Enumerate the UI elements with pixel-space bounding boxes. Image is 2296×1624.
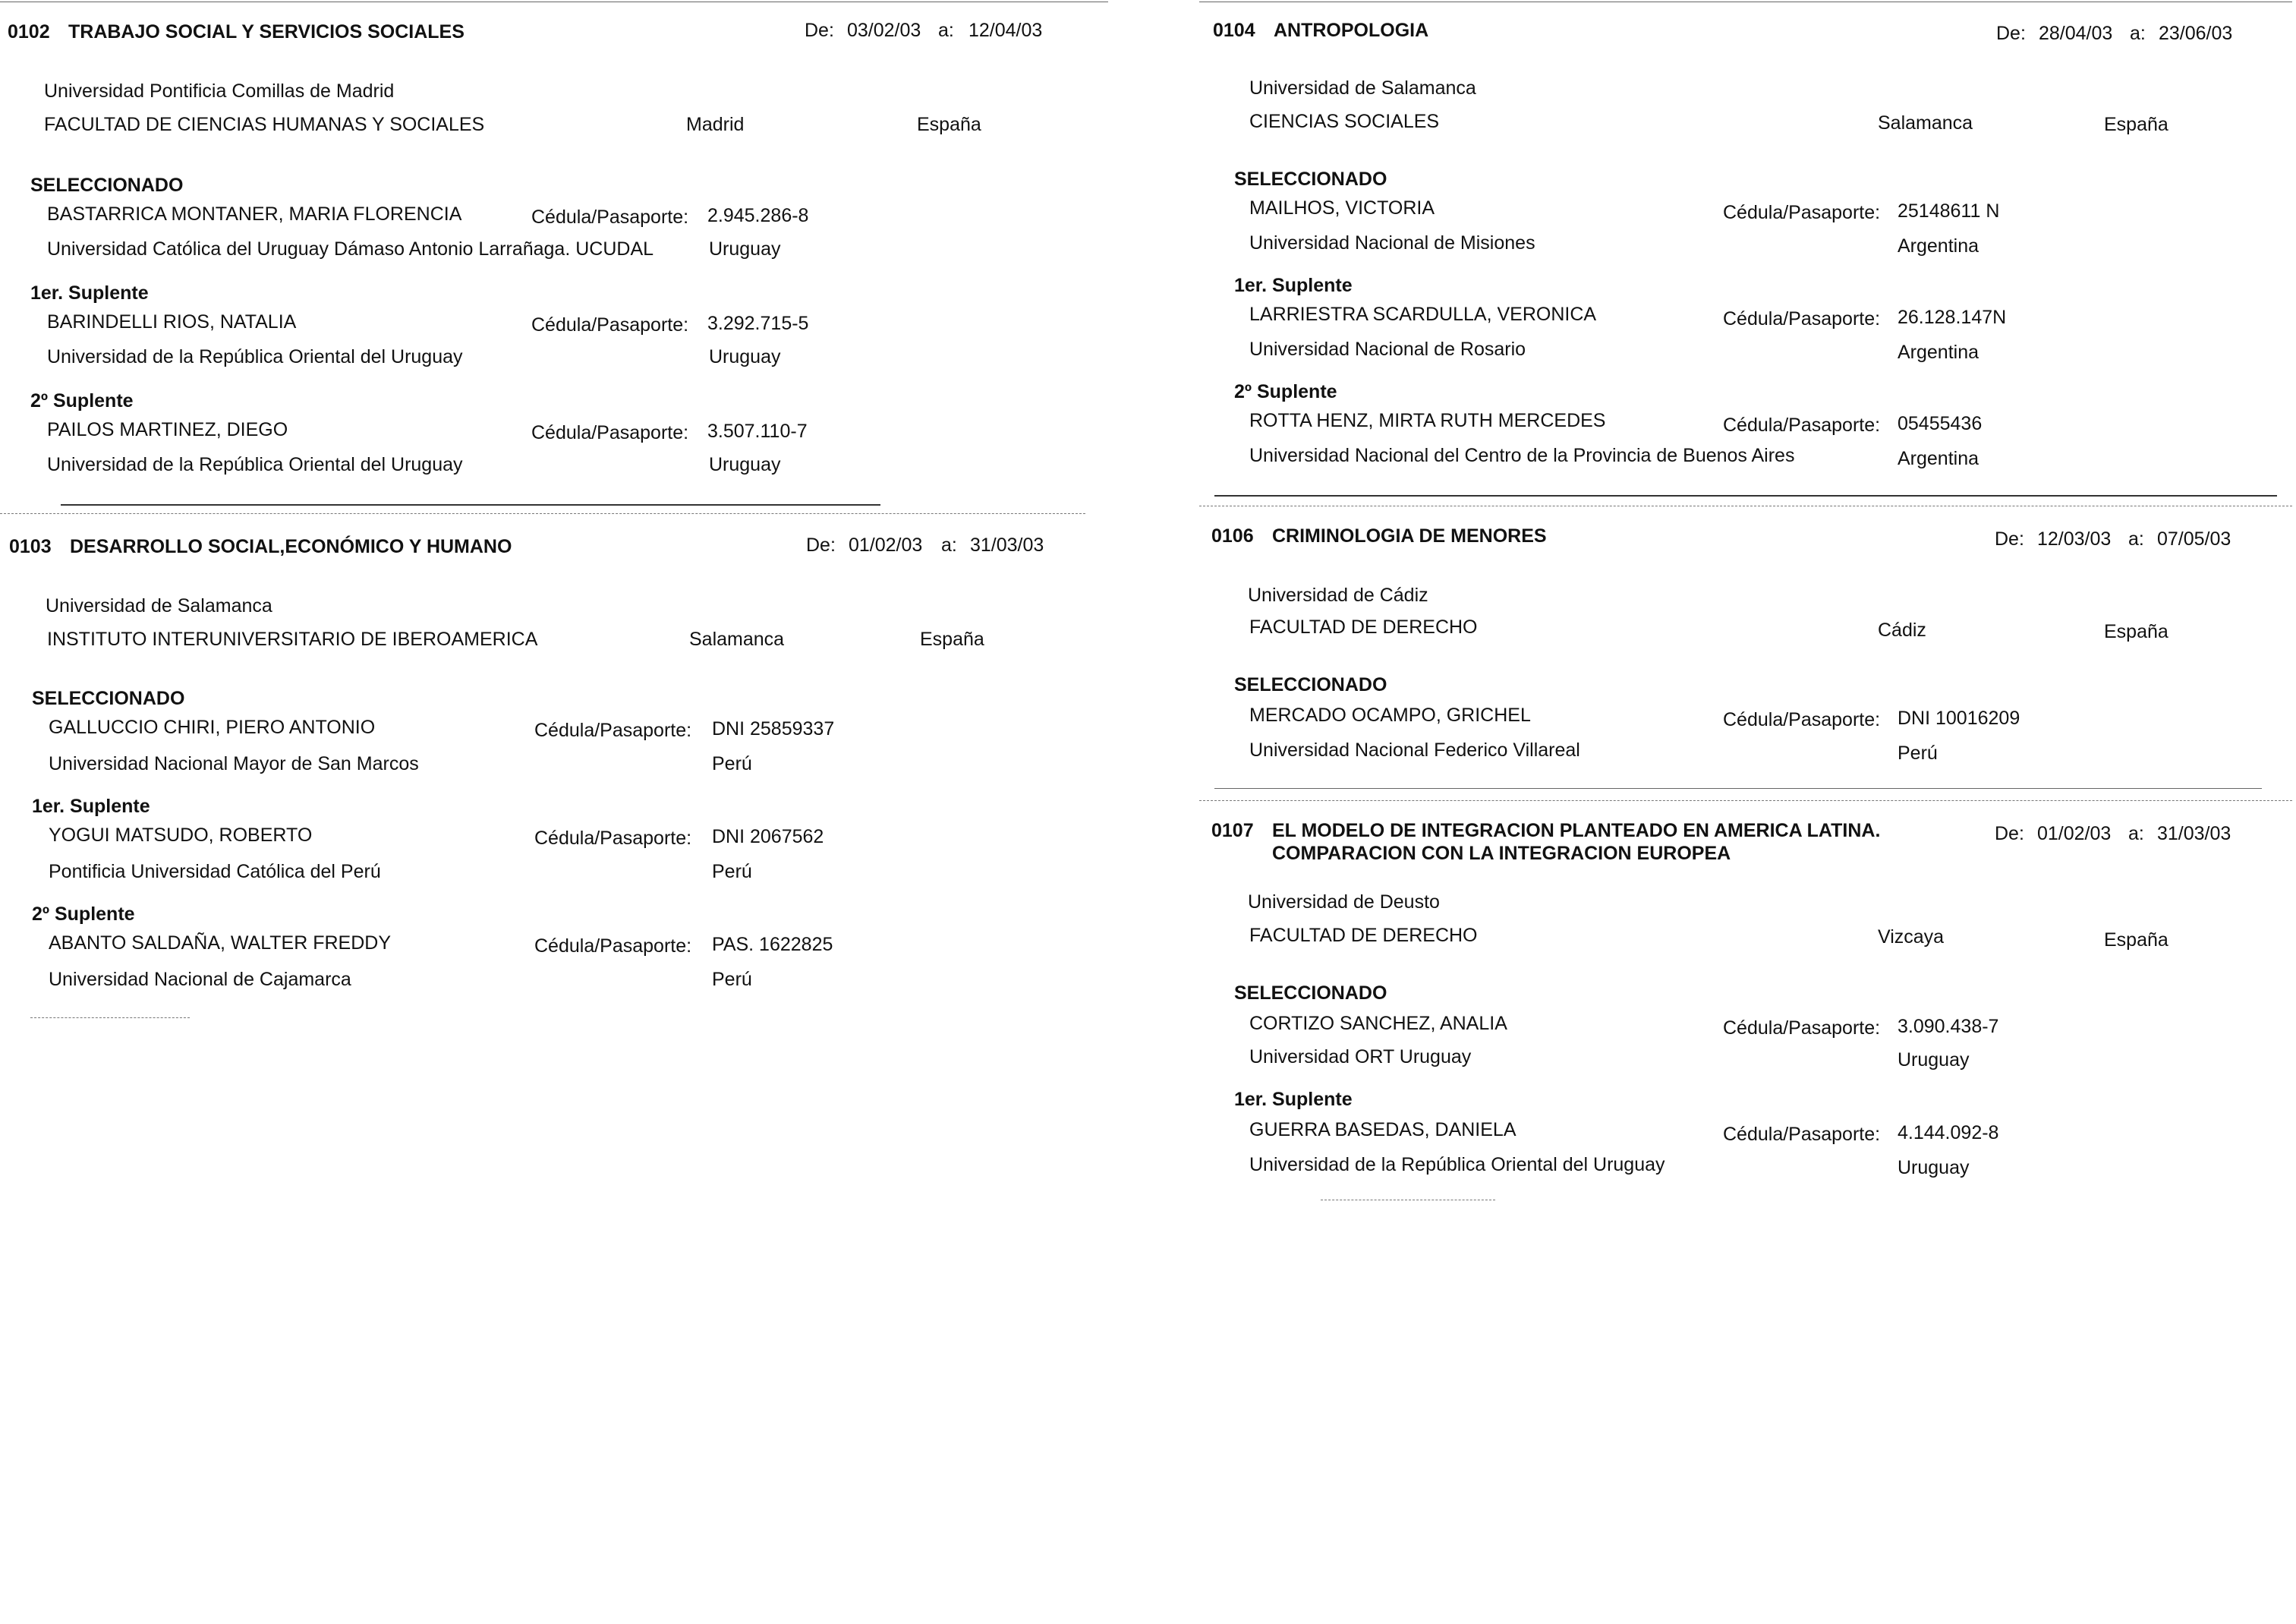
date-from: 03/02/03	[847, 20, 921, 41]
candidate-name: LARRIESTRA SCARDULLA, VERONICA	[1249, 304, 1597, 325]
candidate-role: 1er. Suplente	[1234, 1089, 1353, 1110]
candidate-university: Universidad Nacional Federico Villareal	[1249, 739, 1580, 761]
city: Madrid	[686, 114, 745, 135]
id-label: Cédula/Pasaporte:	[531, 422, 689, 443]
faculty: INSTITUTO INTERUNIVERSITARIO DE IBEROAMERICA	[47, 629, 538, 650]
id-label: Cédula/Pasaporte:	[1723, 308, 1881, 330]
divider-left-1	[61, 504, 880, 506]
candidate-role: 1er. Suplente	[30, 282, 149, 304]
divider-right-2b	[1199, 800, 2292, 801]
divider-right-2	[1214, 788, 2262, 789]
candidate-university: Universidad ORT Uruguay	[1249, 1046, 1472, 1067]
candidate-country: Perú	[1898, 743, 1938, 764]
course-code: 0104	[1213, 20, 1255, 41]
id-label: Cédula/Pasaporte:	[1723, 202, 1881, 223]
date-from-label: De:	[806, 535, 836, 556]
date-from: 12/03/03	[2037, 528, 2112, 550]
course-title: ANTROPOLOGIA	[1274, 20, 1429, 41]
candidate-name: BARINDELLI RIOS, NATALIA	[47, 311, 297, 333]
candidate-name: MERCADO OCAMPO, GRICHEL	[1249, 705, 1531, 726]
candidate-university: Universidad Nacional de Misiones	[1249, 232, 1535, 254]
id-label: Cédula/Pasaporte:	[534, 828, 692, 849]
candidate-role: 1er. Suplente	[1234, 275, 1353, 296]
host-university: Universidad de Deusto	[1248, 891, 1440, 913]
candidate-country: Perú	[712, 753, 752, 774]
candidate-id: 26.128.147N	[1898, 307, 2007, 328]
country: España	[2104, 621, 2168, 642]
candidate-name: YOGUI MATSUDO, ROBERTO	[49, 825, 313, 846]
candidate-country: Uruguay	[709, 346, 781, 367]
host-university: Universidad de Cádiz	[1248, 585, 1428, 606]
course-title: CRIMINOLOGIA DE MENORES	[1272, 525, 1547, 547]
id-label: Cédula/Pasaporte:	[1723, 709, 1881, 730]
date-from: 28/04/03	[2039, 23, 2113, 44]
host-university: Universidad de Salamanca	[1249, 77, 1476, 99]
city: Vizcaya	[1878, 926, 1945, 948]
candidate-university: Universidad de la República Oriental del Uruguay	[47, 346, 463, 367]
date-from-label: De:	[1995, 528, 2024, 550]
candidate-role: SELECCIONADO	[1234, 169, 1387, 190]
candidate-id: 3.292.715-5	[707, 313, 809, 334]
host-university: Universidad Pontificia Comillas de Madrid	[44, 80, 395, 102]
course-code: 0107	[1211, 820, 1254, 841]
candidate-id: 4.144.092-8	[1898, 1122, 1999, 1143]
candidate-country: Argentina	[1898, 235, 1979, 257]
id-label: Cédula/Pasaporte:	[1723, 1017, 1881, 1039]
candidate-country: Uruguay	[1898, 1049, 1970, 1071]
date-from-label: De:	[805, 20, 834, 41]
id-label: Cédula/Pasaporte:	[1723, 415, 1881, 436]
course-title: EL MODELO DE INTEGRACION PLANTEADO EN AMERICA LATINA.	[1272, 820, 1881, 841]
candidate-role: 2º Suplente	[1234, 381, 1337, 402]
candidate-id: 2.945.286-8	[707, 205, 809, 226]
candidate-country: Perú	[712, 861, 752, 882]
candidate-role: 2º Suplente	[30, 390, 134, 412]
country: España	[917, 114, 981, 135]
course-code: 0103	[9, 536, 52, 557]
candidate-name: GUERRA BASEDAS, DANIELA	[1249, 1119, 1516, 1140]
date-to: 31/03/03	[2157, 823, 2231, 844]
candidate-name: MAILHOS, VICTORIA	[1249, 197, 1435, 219]
candidate-role: SELECCIONADO	[32, 688, 185, 709]
candidate-university: Universidad Nacional de Cajamarca	[49, 969, 351, 990]
candidate-name: BASTARRICA MONTANER, MARIA FLORENCIA	[47, 203, 462, 225]
divider-left-end	[30, 1017, 190, 1018]
candidate-university: Pontificia Universidad Católica del Perú	[49, 861, 381, 882]
city: Salamanca	[1878, 112, 1973, 134]
country: España	[2104, 114, 2168, 135]
country: España	[920, 629, 984, 650]
candidate-university: Universidad Católica del Uruguay Dámaso Antonio Larrañaga. UCUDAL	[47, 238, 654, 260]
date-to-label: a:	[2130, 23, 2146, 44]
candidate-id: 05455436	[1898, 413, 1983, 434]
faculty: CIENCIAS SOCIALES	[1249, 111, 1440, 132]
date-from-label: De:	[1996, 23, 2026, 44]
id-label: Cédula/Pasaporte:	[534, 720, 692, 741]
date-to-label: a:	[2128, 528, 2144, 550]
date-to-label: a:	[938, 20, 954, 41]
candidate-id: 25148611 N	[1898, 200, 2000, 222]
date-from-label: De:	[1995, 823, 2024, 844]
id-label: Cédula/Pasaporte:	[1723, 1124, 1881, 1145]
candidate-country: Uruguay	[709, 238, 781, 260]
candidate-role: 1er. Suplente	[32, 796, 150, 817]
candidate-id: PAS. 1622825	[712, 934, 833, 955]
candidate-id: 3.507.110-7	[707, 421, 808, 442]
course-title: TRABAJO SOCIAL Y SERVICIOS SOCIALES	[68, 21, 465, 43]
course-title-line2: COMPARACION CON LA INTEGRACION EUROPEA	[1272, 843, 1731, 864]
date-to: 07/05/03	[2157, 528, 2231, 550]
date-from: 01/02/03	[849, 535, 923, 556]
candidate-university: Universidad de la República Oriental del Uruguay	[47, 454, 463, 475]
candidate-university: Universidad Nacional de Rosario	[1249, 339, 1526, 360]
candidate-id: DNI 2067562	[712, 826, 824, 847]
candidate-country: Argentina	[1898, 342, 1979, 363]
candidate-role: SELECCIONADO	[1234, 674, 1387, 695]
course-code: 0102	[8, 21, 50, 43]
candidate-country: Uruguay	[709, 454, 781, 475]
date-to: 12/04/03	[968, 20, 1043, 41]
divider-right-1	[1214, 495, 2277, 497]
candidate-country: Uruguay	[1898, 1157, 1970, 1178]
city: Cádiz	[1878, 620, 1926, 641]
id-label: Cédula/Pasaporte:	[531, 314, 689, 336]
candidate-university: Universidad Nacional Mayor de San Marcos	[49, 753, 419, 774]
candidate-id: 3.090.438-7	[1898, 1016, 1999, 1037]
candidate-university: Universidad de la República Oriental del Uruguay	[1249, 1154, 1665, 1175]
country: España	[2104, 929, 2168, 951]
candidate-id: DNI 25859337	[712, 718, 835, 739]
date-to: 23/06/03	[2159, 23, 2233, 44]
candidate-role: SELECCIONADO	[30, 175, 184, 196]
date-to-label: a:	[941, 535, 957, 556]
candidate-name: GALLUCCIO CHIRI, PIERO ANTONIO	[49, 717, 376, 738]
candidate-name: ABANTO SALDAÑA, WALTER FREDDY	[49, 932, 392, 954]
candidate-name: CORTIZO SANCHEZ, ANALIA	[1249, 1013, 1507, 1034]
candidate-country: Perú	[712, 969, 752, 990]
candidate-role: 2º Suplente	[32, 903, 135, 925]
faculty: FACULTAD DE DERECHO	[1249, 925, 1478, 946]
date-from: 01/02/03	[2037, 823, 2112, 844]
city: Salamanca	[689, 629, 785, 650]
id-label: Cédula/Pasaporte:	[534, 935, 692, 957]
host-university: Universidad de Salamanca	[46, 595, 272, 616]
faculty: FACULTAD DE DERECHO	[1249, 616, 1478, 638]
candidate-id: DNI 10016209	[1898, 708, 2020, 729]
course-code: 0106	[1211, 525, 1254, 547]
candidate-role: SELECCIONADO	[1234, 982, 1387, 1004]
date-to: 31/03/03	[970, 535, 1044, 556]
candidate-country: Argentina	[1898, 448, 1979, 469]
divider-left-1b	[0, 513, 1085, 514]
date-to-label: a:	[2128, 823, 2144, 844]
candidate-university: Universidad Nacional del Centro de la Provincia de Buenos Aires	[1249, 445, 1795, 466]
id-label: Cédula/Pasaporte:	[531, 207, 689, 228]
faculty: FACULTAD DE CIENCIAS HUMANAS Y SOCIALES	[44, 114, 485, 135]
course-title: DESARROLLO SOCIAL,ECONÓMICO Y HUMANO	[70, 536, 512, 557]
candidate-name: ROTTA HENZ, MIRTA RUTH MERCEDES	[1249, 410, 1606, 431]
candidate-name: PAILOS MARTINEZ, DIEGO	[47, 419, 288, 440]
